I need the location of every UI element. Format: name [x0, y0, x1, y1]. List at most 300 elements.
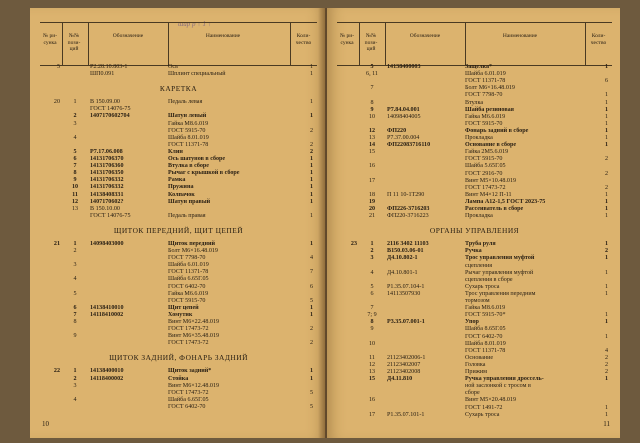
table-row	[337, 270, 612, 277]
table-row	[40, 333, 317, 340]
code-cell: 14098404005	[387, 113, 421, 120]
pos-cell: 12	[368, 361, 376, 368]
code-cell: 14138408331	[90, 191, 124, 198]
table-row	[337, 213, 612, 220]
pos-cell: 1	[73, 240, 77, 247]
name-cell: Прокладка	[465, 213, 493, 220]
table-row	[337, 255, 612, 262]
table-row	[40, 319, 317, 326]
table-row	[40, 71, 317, 78]
table-row	[337, 121, 612, 128]
code-cell: В150.03.06-01	[387, 248, 424, 255]
name-cell: Винт М6×22.48.019	[168, 319, 220, 325]
code-cell: 14138410010	[90, 304, 124, 311]
qty-cell: 1	[604, 99, 608, 106]
qty-cell: 1	[604, 213, 608, 220]
name-cell: ГОСТ 11371-78	[465, 78, 506, 85]
header-qty: Коли- чество	[295, 33, 312, 46]
name-cell: ГОСТ 5915-70	[168, 127, 206, 134]
qty-cell: 1	[604, 135, 608, 141]
qty-cell: 2	[604, 248, 608, 255]
page-number: 10	[42, 420, 49, 428]
qty-cell: 2	[309, 141, 313, 148]
table-row	[40, 340, 317, 347]
table-row	[337, 241, 612, 248]
qty-cell: 2	[309, 148, 313, 155]
pos-cell: 2	[73, 113, 77, 120]
code-cell: 1407170602704	[90, 113, 130, 120]
code-cell: 21123402007	[387, 361, 421, 368]
name-cell: Шайба 8.01.019	[465, 340, 506, 347]
table-header	[337, 22, 612, 66]
code-cell: 14138400003	[387, 64, 421, 70]
table-row	[40, 383, 317, 390]
table-row	[40, 404, 317, 411]
table-row	[40, 397, 317, 404]
pos-cell: 17	[368, 411, 376, 418]
pos-cell: 10	[71, 184, 79, 191]
name-cell: Винт М6×12.48.019	[168, 382, 220, 389]
code-cell: Д4.11.810	[387, 376, 413, 383]
code-cell: 2116 3402 11103	[387, 241, 429, 248]
qty-cell: 4	[309, 255, 313, 262]
name-cell: ГОСТ 17473-72	[168, 389, 209, 396]
pos-cell: 5	[73, 148, 77, 155]
qty-cell: 1	[604, 142, 608, 149]
code-cell: П 11 10-1Т290	[387, 191, 425, 198]
name-cell: ГОСТ 17473-72	[465, 184, 506, 191]
name-cell: Рассеиватель в сборе	[465, 206, 524, 212]
table-row	[337, 78, 612, 85]
table-row	[337, 326, 612, 333]
pos-cell: 6, 11	[366, 71, 378, 78]
name-cell: Рычаг с крышкой в сборе	[168, 170, 240, 177]
name-cell: Рамка	[168, 177, 186, 184]
table-row	[337, 171, 612, 178]
qty-cell: 2	[604, 369, 608, 375]
pos-cell: 1	[73, 368, 77, 375]
table-header	[40, 22, 317, 66]
header-fig: № ри- сунка	[339, 33, 355, 46]
name-cell: ГОСТ 2916-70	[465, 170, 503, 177]
section-title: КАРЕТКА	[159, 84, 198, 94]
qty-cell: 1	[309, 368, 313, 375]
table-row	[40, 113, 317, 120]
code-cell: Р1.35.07.104-1	[387, 283, 425, 290]
qty-cell: 6	[604, 78, 608, 85]
code-cell: ФП220	[387, 127, 407, 134]
name-cell: Шайба 6.01.019	[168, 262, 209, 269]
fig-cell: 20	[53, 99, 60, 106]
qty-cell: 1	[604, 255, 608, 262]
code-cell: ФП226-3716203	[387, 206, 430, 212]
code-cell: ГОСТ 14076-75	[90, 106, 131, 113]
qty-cell: 2	[309, 340, 313, 347]
pos-cell: 5	[73, 290, 77, 297]
name-cell: ГОСТ 5915-70	[465, 156, 503, 163]
qty-cell: 1	[604, 269, 608, 276]
fig-cell: 5	[56, 64, 60, 70]
qty-cell: 2	[309, 127, 313, 134]
code-cell: 14118400002	[90, 375, 124, 382]
table-row	[337, 149, 612, 156]
table-row	[40, 298, 317, 305]
pos-cell: 14	[368, 142, 376, 149]
name-cell: ГОСТ 7798-70	[168, 255, 206, 262]
section-title: ОРГАНЫ УПРАВЛЕНИЯ	[429, 226, 520, 236]
table-row	[337, 369, 612, 376]
code-cell: 14131706332	[90, 177, 124, 184]
name-cell: Болт М6×16.48.019	[168, 248, 218, 254]
name-cell: Колпачок	[168, 191, 195, 198]
table-row	[337, 298, 612, 305]
qty-cell: 1	[309, 240, 313, 247]
qty-cell: 1	[309, 304, 313, 311]
header-name: Наименование	[502, 33, 538, 39]
name-cell: Винт М5×10.48.019	[465, 177, 517, 184]
qty-cell: 4	[604, 347, 608, 354]
qty-cell: 1	[604, 283, 608, 290]
pos-cell: 9	[370, 106, 374, 113]
name-cell: Ручка управления дроссель-	[465, 376, 544, 383]
table-row	[40, 284, 317, 291]
name-cell: Гайка М6.6.019	[168, 290, 209, 297]
qty-cell: 1	[604, 376, 608, 383]
code-cell: Р7.84.04.001	[387, 106, 420, 113]
table-row	[40, 192, 317, 199]
table-row	[40, 326, 317, 333]
name-cell: Прокладка	[465, 135, 493, 141]
name-cell: Щиток задний*	[168, 368, 212, 375]
name-cell: ГОСТ 5915-70*	[465, 312, 506, 319]
code-cell: Д4.10.802-1	[387, 255, 418, 262]
pos-cell: 6	[73, 156, 77, 162]
table-row	[337, 206, 612, 213]
table-row	[40, 305, 317, 312]
code-cell: 21123402008	[387, 369, 421, 375]
pos-cell: 7	[370, 305, 374, 312]
fig-cell: 21	[53, 240, 60, 247]
qty-cell: 1	[309, 170, 313, 177]
qty-cell: 2	[604, 354, 608, 361]
code-cell: 14113507930	[387, 290, 421, 297]
name-cell: ГОСТ 11371-78	[168, 141, 209, 148]
name-cell: Шатун правый	[168, 198, 211, 205]
pos-cell: 8	[73, 170, 77, 177]
pos-cell: 16	[368, 397, 376, 404]
table-row	[337, 85, 612, 92]
name-cell: Шайба 6.01.019	[465, 71, 506, 78]
page-number: 11	[603, 420, 610, 428]
code-cell: 14098403000	[90, 240, 124, 247]
name-cell: сцепления в сборе	[465, 276, 513, 283]
name-cell: Защелка*	[465, 64, 493, 70]
qty-cell: 1	[309, 198, 313, 205]
qty-cell: 1	[309, 113, 313, 120]
pos-cell: 10	[368, 340, 376, 347]
code-cell: 14138400010	[90, 368, 124, 375]
table-row	[40, 241, 317, 248]
right-page	[327, 8, 620, 438]
table-row	[337, 341, 612, 348]
table-row	[40, 376, 317, 383]
table-row	[40, 64, 317, 71]
name-cell: Гайка М8.6.019	[168, 120, 209, 127]
name-cell: Щиток передний	[168, 240, 216, 247]
name-cell: ГОСТ 6402-70	[465, 333, 503, 340]
table-row	[337, 277, 612, 284]
table-row	[40, 156, 317, 163]
name-cell: Шайба резиновая	[465, 106, 514, 113]
qty-cell: 1	[604, 333, 608, 340]
qty-cell: 2	[309, 326, 313, 333]
name-cell: ГОСТ 6402-70	[168, 403, 206, 410]
pos-cell: 15	[368, 376, 376, 383]
name-cell: Пружина	[168, 184, 194, 191]
qty-cell: 2	[604, 156, 608, 163]
table-row	[337, 199, 612, 206]
qty-cell: 1	[604, 404, 608, 411]
fig-cell: 22	[53, 368, 60, 375]
name-cell: Втулка	[465, 99, 484, 106]
qty-cell: 1	[604, 120, 608, 127]
name-cell: Ось	[168, 64, 178, 70]
qty-cell: 1	[309, 191, 313, 198]
name-cell: ГОСТ 17473-72	[168, 326, 209, 333]
pos-cell: 8	[370, 319, 374, 326]
pos-cell: 6	[370, 290, 374, 297]
qty-cell: 1	[309, 177, 313, 184]
name-cell: Гайка 2М5.6.019	[465, 149, 509, 156]
pos-cell: 16	[368, 163, 376, 170]
pos-cell: 8	[370, 99, 374, 106]
pos-cell: 9	[370, 326, 374, 333]
pos-cell: 4	[370, 269, 374, 276]
qty-cell: 1	[309, 375, 313, 382]
pos-cell: 7	[370, 85, 374, 92]
qty-cell: 2	[604, 361, 608, 368]
qty-cell: 1	[604, 312, 608, 319]
name-cell: ГОСТ 1491-72	[465, 404, 503, 411]
table-row	[337, 128, 612, 135]
qty-cell: 1	[604, 198, 608, 205]
pos-cell: 7; 9	[367, 312, 377, 319]
pos-cell: 6	[73, 304, 77, 311]
name-cell: Трос управления муфтой	[465, 255, 535, 262]
name-cell: Фонарь задний в сборе	[465, 127, 529, 134]
pos-cell: 1	[73, 99, 77, 106]
pos-cell: 21	[368, 213, 376, 220]
pos-cell: 3	[73, 120, 77, 127]
code-cell: Р7.37.00.004	[387, 135, 420, 141]
table-row	[40, 149, 317, 156]
pos-cell: 11	[72, 191, 78, 198]
qty-cell: 1	[604, 64, 608, 70]
name-cell: Сухарь троса	[465, 411, 500, 418]
code-cell: В 150.09.00	[90, 99, 120, 106]
name-cell: ГОСТ 5915-70	[465, 120, 503, 127]
pos-cell: 19	[368, 198, 376, 205]
pos-cell: 3	[370, 255, 374, 262]
table-row	[337, 405, 612, 412]
table-row	[40, 312, 317, 319]
qty-cell: 5	[309, 403, 313, 410]
table-row	[40, 99, 317, 106]
qty-cell: 1	[604, 113, 608, 120]
name-cell: сцепления	[465, 262, 493, 269]
qty-cell: 1	[604, 92, 608, 99]
pos-cell: 8	[73, 319, 77, 325]
table-row	[337, 348, 612, 355]
name-cell: Упор	[465, 319, 479, 326]
code-cell: Р2.28.10.803-1	[90, 64, 128, 70]
pos-cell: 15	[368, 149, 376, 156]
pos-cell: 3	[73, 382, 77, 389]
pos-cell: 12	[71, 198, 79, 205]
name-cell: Шайба 8.65Г.05	[465, 326, 506, 333]
name-cell: Стойка	[168, 375, 189, 382]
code-cell: 21123402006-1	[387, 354, 426, 361]
qty-cell: 2	[604, 184, 608, 191]
name-cell: Винт М6×35.48.019	[168, 333, 220, 340]
pos-cell: 17	[368, 177, 376, 184]
header-fig: № ри- сунка	[42, 33, 58, 46]
name-cell: ГОСТ 5915-70	[168, 297, 206, 304]
table-row	[40, 199, 317, 206]
pos-cell: 11	[369, 354, 375, 361]
code-cell: ГОСТ 14076-75	[90, 212, 131, 219]
qty-cell: 1	[604, 191, 608, 198]
left-page	[30, 8, 325, 438]
pos-cell: 20	[368, 206, 376, 212]
code-cell: Р1.35.07.101-1	[387, 411, 425, 418]
table-row	[40, 248, 317, 255]
qty-cell: 5	[309, 297, 313, 304]
header-pos: №№ пози- ций	[364, 33, 378, 52]
pos-cell: 7	[73, 163, 77, 170]
table-row	[337, 362, 612, 369]
name-cell: ГОСТ 7798-70	[465, 92, 503, 99]
section-title: ЩИТОК ПЕРЕДНИЙ, ЩИТ ЦЕПЕЙ	[113, 225, 244, 235]
code-cell: 14131706370	[90, 156, 124, 162]
name-cell: Прижим	[465, 369, 488, 375]
qty-cell: 1	[604, 206, 608, 212]
table-row	[40, 128, 317, 135]
pos-cell: 5	[370, 64, 374, 70]
name-cell: Гайка М6.6.019	[465, 113, 506, 120]
code-cell: Р7.17.06.008	[90, 148, 123, 155]
table-row	[40, 177, 317, 184]
table-row	[337, 64, 612, 71]
code-cell: ФП22083716110	[387, 142, 431, 149]
table-row	[337, 114, 612, 121]
table-row	[337, 185, 612, 192]
name-cell: Сухарь троса	[465, 283, 500, 290]
pos-cell: 10	[368, 113, 376, 120]
table-row	[337, 92, 612, 99]
name-cell: Гайка М8.6.019	[465, 305, 506, 312]
name-cell: Основание в сборе	[465, 142, 517, 149]
qty-cell: 1	[309, 71, 313, 78]
pos-cell: 4	[73, 396, 77, 403]
name-cell: Головка	[465, 361, 486, 368]
pos-cell: 7	[73, 311, 77, 318]
name-cell: ГОСТ 6402-70	[168, 283, 206, 290]
table-row	[337, 355, 612, 362]
qty-cell: 1	[309, 212, 313, 219]
qty-cell: 6	[309, 283, 313, 290]
name-cell: Педаль правая	[168, 212, 206, 219]
table-row	[40, 142, 317, 149]
name-cell: сборе	[465, 390, 480, 397]
name-cell: Педаль левая	[168, 99, 203, 106]
qty-cell: 1	[309, 99, 313, 106]
table-row	[40, 291, 317, 298]
table-row	[337, 305, 612, 312]
name-cell: Хомутик	[168, 311, 193, 318]
name-cell: Шайба 6.65Г.05	[168, 396, 209, 403]
table-row	[337, 107, 612, 114]
name-cell: Труба руля	[465, 241, 496, 248]
table-row	[40, 135, 317, 142]
pos-cell: 4	[73, 276, 77, 283]
code-cell: В 150.10.00	[90, 205, 120, 212]
name-cell: Шайба 6.65Г.05	[168, 276, 209, 283]
pos-cell: 4	[73, 134, 77, 141]
name-cell: Основание	[465, 354, 494, 361]
table-row	[337, 397, 612, 404]
qty-cell: 1	[309, 163, 313, 170]
name-cell: Ручка	[465, 248, 482, 255]
name-cell: ГОСТ 17473-72	[168, 340, 209, 347]
name-cell: Винт М5×20.48.019	[465, 397, 517, 404]
table-row	[40, 213, 317, 220]
qty-cell: 1	[604, 127, 608, 134]
code-cell: 14118410002	[90, 311, 124, 318]
name-cell: Шайба 5.65Г.05	[465, 163, 506, 170]
table-row	[337, 284, 612, 291]
qty-cell: 1	[309, 156, 313, 162]
code-cell: 14131706332	[90, 184, 124, 191]
table-row	[337, 263, 612, 270]
name-cell: тормозом	[465, 298, 490, 304]
name-cell: Трос управления передним	[465, 290, 536, 297]
name-cell: Винт М4×12 П-11	[465, 191, 512, 198]
pos-cell: 3	[73, 262, 77, 269]
table-row	[40, 368, 317, 375]
table-row	[337, 100, 612, 107]
qty-cell: 7	[309, 269, 313, 276]
name-cell: Болт М6×16.48.019	[465, 85, 515, 92]
name-cell: Ось шатунов в сборе	[168, 156, 226, 162]
name-cell: Клин	[168, 148, 183, 155]
table-row	[337, 291, 612, 298]
name-cell: Шайба 8.01.019	[168, 134, 209, 141]
pos-cell: 13	[368, 135, 376, 141]
name-cell: Шплинт специальный	[168, 71, 226, 78]
header-pos: №№ пози- ций	[67, 33, 81, 52]
name-cell: Втулка в сборе	[168, 163, 209, 170]
header-code: Обозначение	[112, 33, 144, 39]
pos-cell: 18	[368, 191, 376, 198]
name-cell: Рычаг управления муфтой	[465, 269, 534, 276]
header-qty: Коли- чество	[590, 33, 607, 46]
name-cell: Щит цепей	[168, 304, 199, 311]
header-code: Обозначение	[409, 33, 441, 39]
code-cell: ШП0.091	[90, 71, 115, 78]
code-cell: Д4.10.801-1	[387, 269, 418, 276]
qty-cell: 1	[604, 411, 608, 418]
